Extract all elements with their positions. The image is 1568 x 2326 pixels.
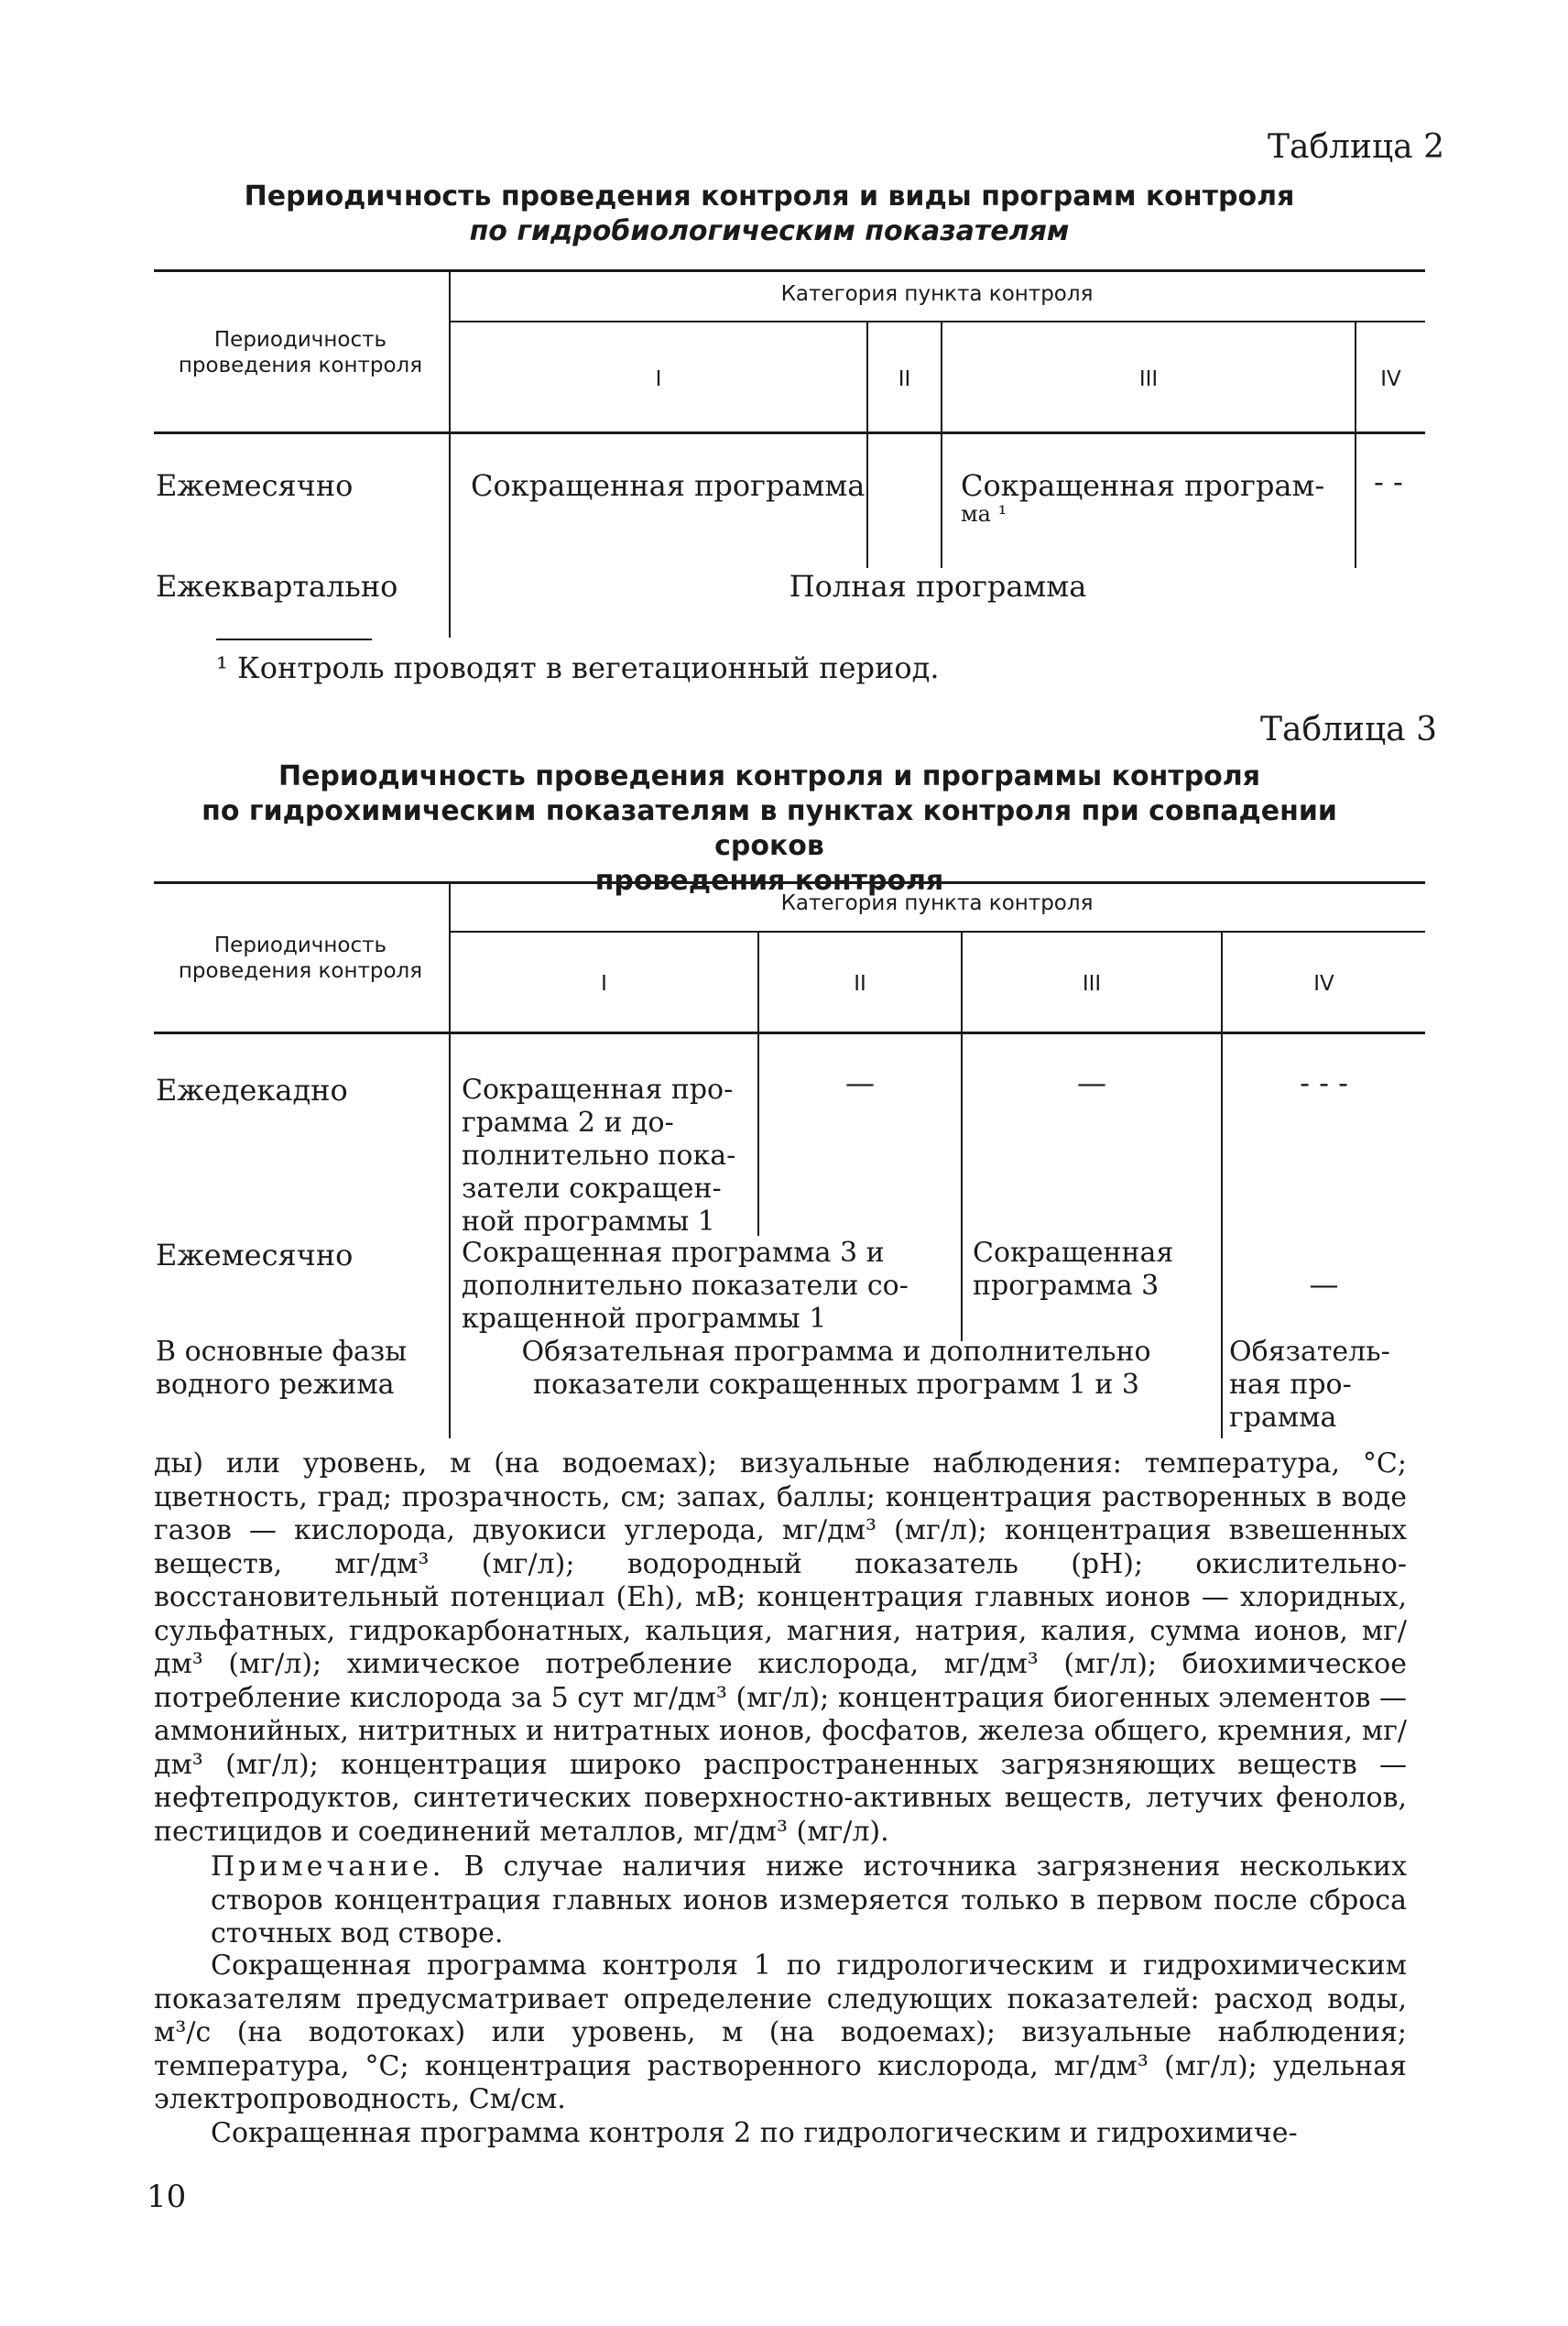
table3-row2-cat3 <box>973 1237 1218 1303</box>
table2-row1-period: Ежемесячно <box>156 468 354 503</box>
table2-row2-period: Ежеквартально <box>156 569 398 604</box>
table2-category-II: II <box>898 367 911 391</box>
body-text <box>154 1447 1407 1849</box>
table3-row1-cat1 <box>462 1074 753 1239</box>
note-label: Примечание. <box>211 1851 445 1883</box>
table3-row-header-line-2: проведения контроля <box>178 959 423 983</box>
table3-row3-cat123-line-1: Обязательная программа и дополнительно <box>521 1336 1151 1368</box>
table3-row3-cat123 <box>452 1336 1220 1402</box>
table2-divider <box>941 321 942 568</box>
table3-divider <box>1221 931 1223 1438</box>
table2-row1-cat4: - - <box>1374 464 1403 499</box>
table2-title-line-1: Периодичность проведения контроля и виды программ контроля <box>244 180 1295 213</box>
table3-row2-cat3-line-2: программа 3 <box>973 1270 1160 1302</box>
table3-category-IV: IV <box>1313 972 1334 996</box>
table3-row1-cat1-line-2: грамма 2 и до- <box>462 1107 674 1139</box>
table2-top-rule <box>154 269 1425 272</box>
table2-header-rule <box>154 431 1425 434</box>
table2-divider <box>866 321 868 568</box>
table3-row3-cat4 <box>1229 1336 1421 1435</box>
table3-category-I: I <box>601 972 607 996</box>
table3-title-line-2: по гидрохимическим показателям в пунктах контроля при совпадении сроков <box>201 795 1337 862</box>
table3-row1-cat1-line-1: Сокращенная про- <box>462 1074 734 1106</box>
table3-row-header <box>156 933 445 984</box>
body-paragraph-3: Сокращенная программа контроля 2 по гидрологическим и гидрохимиче- <box>211 2116 1298 2149</box>
table3-top-rule <box>154 881 1425 884</box>
body-paragraph-1: ды) или уровень, м (на водоемах); визуальные наблюдения: температура, °С; цветность, град; прозрачность, см; запах, баллы; концентрация растворенных в воде газов — кислорода, двуокиси углерода, мг/дм³ (мг/л); концентрация взвешенных веществ, мг/дм³ (мг/л); водородный показатель (pH); окислительно-восстановительный потенциал (Eh), мВ; концентрация главных ионов — хлоридных, сульфатных, гидрокарбонатных, кальция, магния, натрия, калия, сумма ионов, мг/дм³ (мг/л); химическое потребление кислорода, мг/дм³ (мг/л); биохимическое потребление кислорода за 5 сут мг/дм³ (мг/л); концентрация биогенных элементов — аммонийных, нитритных и нитратных ионов, фосфатов, железа общего, кремния, мг/дм³ (мг/л); концентрация широко распространенных загрязняющих веществ — нефтепродуктов, синтетических поверхностно-активных веществ, летучих фенолов, пестицидов и соединений металлов, мг/дм³ (мг/л). <box>154 1447 1407 1848</box>
table3-row2-cat12-line-1: Сокращенная программа 3 и <box>462 1237 885 1269</box>
table3-category-III: III <box>1082 972 1102 996</box>
footnote-rule <box>216 639 372 640</box>
table3-header-subrule <box>449 931 1425 933</box>
table2-category-IV: IV <box>1380 367 1401 391</box>
table2-row1-cat3-line-1: Сокращенная програм- <box>961 468 1325 503</box>
table3-title <box>147 759 1392 899</box>
table3-row2-cat12 <box>462 1237 956 1336</box>
table2-row-header-line-2: проведения контроля <box>178 354 423 377</box>
table3-row2-cat12-line-3: кращенной программы 1 <box>462 1303 827 1335</box>
table3-row3-period-line-1: В основные фазы <box>156 1336 408 1368</box>
table2-title-line-2: по гидробиологическим показателям <box>469 215 1070 247</box>
table3-row3-period <box>156 1336 407 1402</box>
table3-row1-cat3: — <box>1077 1065 1106 1100</box>
table3-title-line-3: проведения контроля <box>594 865 944 897</box>
table2-row1-cat3 <box>961 469 1324 526</box>
table3-row1-cat4: - - - <box>1300 1065 1348 1100</box>
table3-row3-period-line-2: водного режима <box>156 1369 395 1401</box>
table2-footnote: ¹ Контроль проводят в вегетационный период. <box>216 650 940 685</box>
table3-row2-period: Ежемесячно <box>156 1238 354 1272</box>
body-paragraph-2: Сокращенная программа контроля 1 по гидрологическим и гидрохимическим показателям предусматривает определение следующих показателей: расход воды, м³/с (на водотоках) или уровень, м (на водоемах); визуальные наблюдения; температура, °С; концентрация растворенного кислорода, мг/дм³ (мг/л); удельная электропроводность, См/см. <box>154 1949 1407 2115</box>
table3-row1-cat1-line-3: полнительно пока- <box>462 1140 736 1172</box>
body-text-2 <box>154 1949 1407 2150</box>
table3-row-header-line-1: Периодичность <box>213 934 387 957</box>
note-text: В случае наличия ниже источника загрязнения нескольких створов концентрация главных ионов измеряется только в первом после сброса сточных вод створе. <box>211 1851 1408 1949</box>
table3-row1-cat1-line-5: ной программы 1 <box>462 1206 715 1238</box>
table2-title <box>147 180 1392 249</box>
note <box>154 1851 1407 1951</box>
table2-header-subrule <box>449 321 1425 322</box>
table3-category-header: Категория пункта контроля <box>780 891 1094 915</box>
table3-row3-cat4-line-3: грамма <box>1229 1402 1337 1434</box>
table2-row2-merged: Полная программа <box>789 569 1087 604</box>
table3-header-rule <box>154 1032 1425 1034</box>
table2-label: Таблица 2 <box>1268 128 1444 166</box>
table3-row1-cat1-line-4: затели сокращен- <box>462 1173 722 1205</box>
table2-category-I: I <box>655 367 662 391</box>
table2-row1-cat1: Сокращенная программа <box>471 468 866 503</box>
table2-divider <box>449 269 451 638</box>
table2-category-III: III <box>1138 367 1159 391</box>
table3-row3-cat123-line-2: показатели сокращенных программ 1 и 3 <box>532 1369 1140 1401</box>
table2-row-header-line-1: Периодичность <box>213 328 387 352</box>
table3-category-II: II <box>854 972 866 996</box>
table2-row1-cat3-line-2: ма ¹ <box>961 501 1007 527</box>
table3-row3-cat4-line-2: ная про- <box>1229 1369 1352 1401</box>
table3-row2-cat4: — <box>1309 1267 1339 1302</box>
table3-row3-cat4-line-1: Обязатель- <box>1229 1336 1390 1368</box>
table3-row2-cat3-line-1: Сокращенная <box>973 1237 1174 1269</box>
table3-divider <box>449 881 451 1438</box>
table2-row-header <box>156 327 445 378</box>
table2-category-header: Категория пункта контроля <box>780 282 1094 306</box>
page-number: 10 <box>147 2179 187 2215</box>
table3-row1-cat2: — <box>845 1065 875 1100</box>
table3-row1-period: Ежедекадно <box>156 1073 348 1108</box>
table3-title-line-1: Периодичность проведения контроля и программы контроля <box>278 760 1261 792</box>
table3-label: Таблица 3 <box>1260 711 1437 748</box>
table2-divider <box>1355 321 1356 568</box>
table3-row2-cat12-line-2: дополнительно показатели со- <box>462 1270 909 1302</box>
